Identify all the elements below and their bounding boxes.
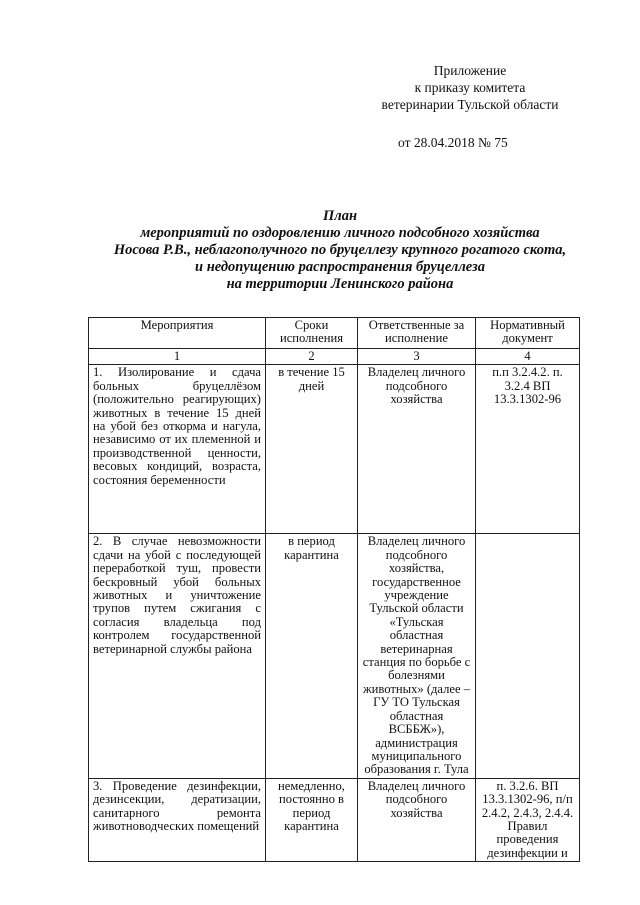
- header-responsible: Ответственные за исполнение: [358, 318, 476, 349]
- deadline-cell: в период карантина: [266, 534, 358, 778]
- responsible-cell: Владелец личного подсобного хозяйства, государственное учреждение Тульской области «Тульская областная ветеринарная станция по борьбе с болезнями животных» (далее – ГУ ТО Тульская областная ВСББЖ»), администрация муниципального образования г. Тула: [358, 534, 476, 778]
- title-line3: Носова Р.В., неблагополучного по бруцеллезу крупного рогатого скота,: [113, 242, 567, 258]
- responsible-cell: Владелец личного подсобного хозяйства: [358, 365, 476, 534]
- column-number: 4: [476, 349, 580, 365]
- table-row: [89, 365, 580, 534]
- deadline-cell: в течение 15 дней: [266, 365, 358, 534]
- title-line1: План: [322, 208, 358, 224]
- plan-title: [60, 208, 620, 293]
- document-cell: п. 3.2.6. ВП 13.3.1302-96, п/п 2.4.2, 2.4.3, 2.4.4. Правил проведения дезинфекции и: [476, 778, 580, 861]
- table-row: [89, 534, 580, 778]
- column-number-row: [89, 349, 580, 365]
- document-cell: п.п 3.2.4.2. п. 3.2.4 ВП 13.3.1302-96: [476, 365, 580, 534]
- appendix-line3: ветеринарии Тульской области: [381, 97, 559, 112]
- header-document: Нормативный документ: [476, 318, 580, 349]
- header-deadline: Сроки исполнения: [266, 318, 358, 349]
- measure-cell: 1. Изолирование и сдача больных бруцеллёзом (положительно реагирующих) животных в течение 15 дней на убой без откорма и нагула, независимо от их племенной и производственной ценности, весовых кондиций, возраста, состояния беременности: [89, 365, 266, 534]
- column-number: 3: [358, 349, 476, 365]
- title-line2: мероприятий по оздоровлению личного подсобного хозяйства: [140, 225, 540, 241]
- appendix-line2: к приказу комитета: [414, 80, 526, 95]
- appendix-block: [360, 62, 580, 151]
- document-cell: [476, 534, 580, 778]
- deadline-cell: немедленно, постоянно в период карантина: [266, 778, 358, 861]
- title-line5: на территории Ленинского района: [226, 276, 454, 292]
- header-measures: Мероприятия: [89, 318, 266, 349]
- table-row: [89, 778, 580, 861]
- header-row: [89, 318, 580, 349]
- plan-table: [88, 317, 580, 862]
- measure-cell: 3. Проведение дезинфекции, дезинсекции, дератизации, санитарного ремонта животноводческих помещений: [89, 778, 266, 861]
- appendix-date-line: от 28.04.2018 № 75: [398, 135, 508, 150]
- responsible-cell: Владелец личного подсобного хозяйства: [358, 778, 476, 861]
- measure-cell: 2. В случае невозможности сдачи на убой с последующей переработкой туш, провести бескровный убой больных животных и уничтожение трупов путем сжигания с согласия владельца под контролем государственной ветеринарной службы района: [89, 534, 266, 778]
- column-number: 1: [89, 349, 266, 365]
- title-line4: и недопущению распространения бруцеллеза: [195, 259, 485, 275]
- column-number: 2: [266, 349, 358, 365]
- appendix-line1: Приложение: [433, 63, 507, 78]
